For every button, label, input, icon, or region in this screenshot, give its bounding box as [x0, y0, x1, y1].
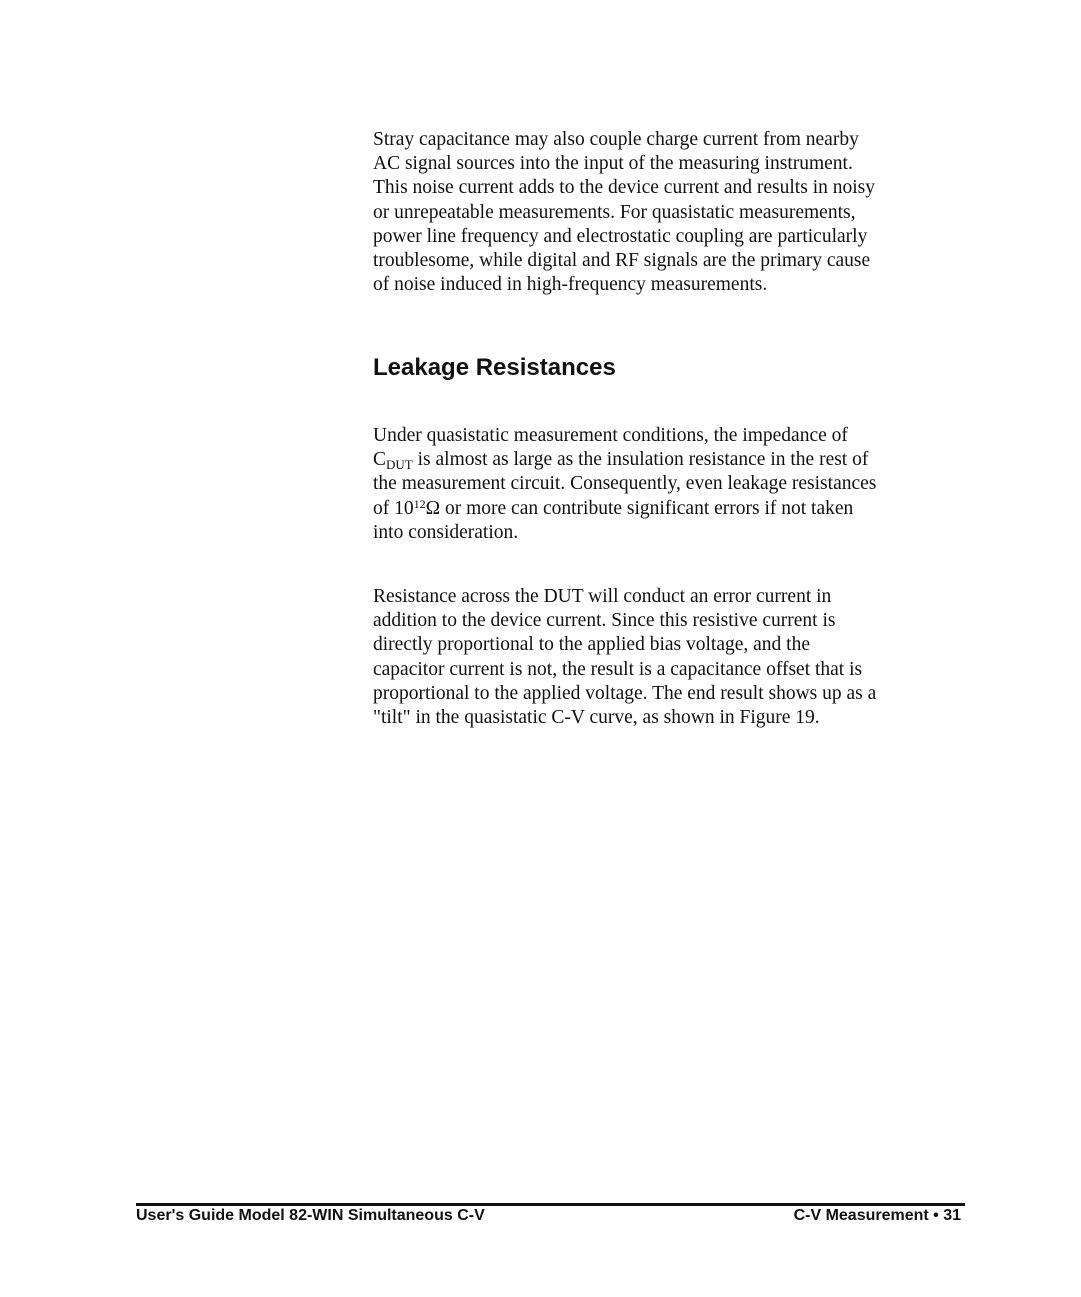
dut-resistance-paragraph	[373, 585, 903, 730]
paragraph-line: capacitor current is not, the result is a capacitance offset that is	[373, 658, 863, 680]
section-heading: Leakage Resistances	[373, 354, 616, 381]
paragraph-line: This noise current adds to the device current and results in noisy	[373, 177, 875, 199]
footer-section-page-number: C-V Measurement • 31	[793, 1207, 961, 1224]
paragraph-line: Stray capacitance may also couple charge current from nearby	[373, 129, 859, 150]
paragraph-line	[373, 448, 903, 472]
paragraph-line: Under quasistatic measurement conditions, the impedance of	[373, 425, 848, 446]
paragraph-line: power line frequency and electrostatic coupling are particularly	[373, 225, 868, 247]
paragraph-line: proportional to the applied voltage. The end result shows up as a	[373, 682, 877, 704]
footer-guide-title: User's Guide Model 82-WIN Simultaneous C-V	[136, 1207, 485, 1224]
capacitance-symbol: C	[373, 449, 387, 471]
exponent-superscript: 12	[413, 496, 426, 511]
stray-capacitance-paragraph	[373, 128, 903, 297]
leakage-conditions-paragraph	[373, 424, 903, 545]
paragraph-line: addition to the device current. Since this resistive current is	[373, 610, 836, 632]
paragraph-line: of noise induced in high-frequency measurements.	[373, 274, 768, 296]
paragraph-line: directly proportional to the applied bias voltage, and the	[373, 634, 810, 656]
paragraph-line: AC signal sources into the input of the measuring instrument.	[373, 153, 853, 175]
paragraph-line: into consideration.	[373, 521, 519, 543]
line-text: Ω or more can contribute significant errors if not taken	[425, 497, 854, 519]
paragraph-line: Resistance across the DUT will conduct an error current in	[373, 586, 832, 607]
line-text: is almost as large as the insulation resistance in the rest of	[412, 449, 869, 471]
dut-subscript: DUT	[386, 457, 413, 473]
paragraph-line: the measurement circuit. Consequently, even leakage resistances	[373, 473, 877, 495]
paragraph-line: or unrepeatable measurements. For quasistatic measurements,	[373, 201, 856, 223]
paragraph-line	[373, 497, 903, 521]
line-text: of 10	[373, 497, 414, 519]
paragraph-line: troublesome, while digital and RF signals are the primary cause	[373, 250, 871, 272]
paragraph-line: "tilt" in the quasistatic C-V curve, as shown in Figure 19.	[373, 707, 820, 729]
